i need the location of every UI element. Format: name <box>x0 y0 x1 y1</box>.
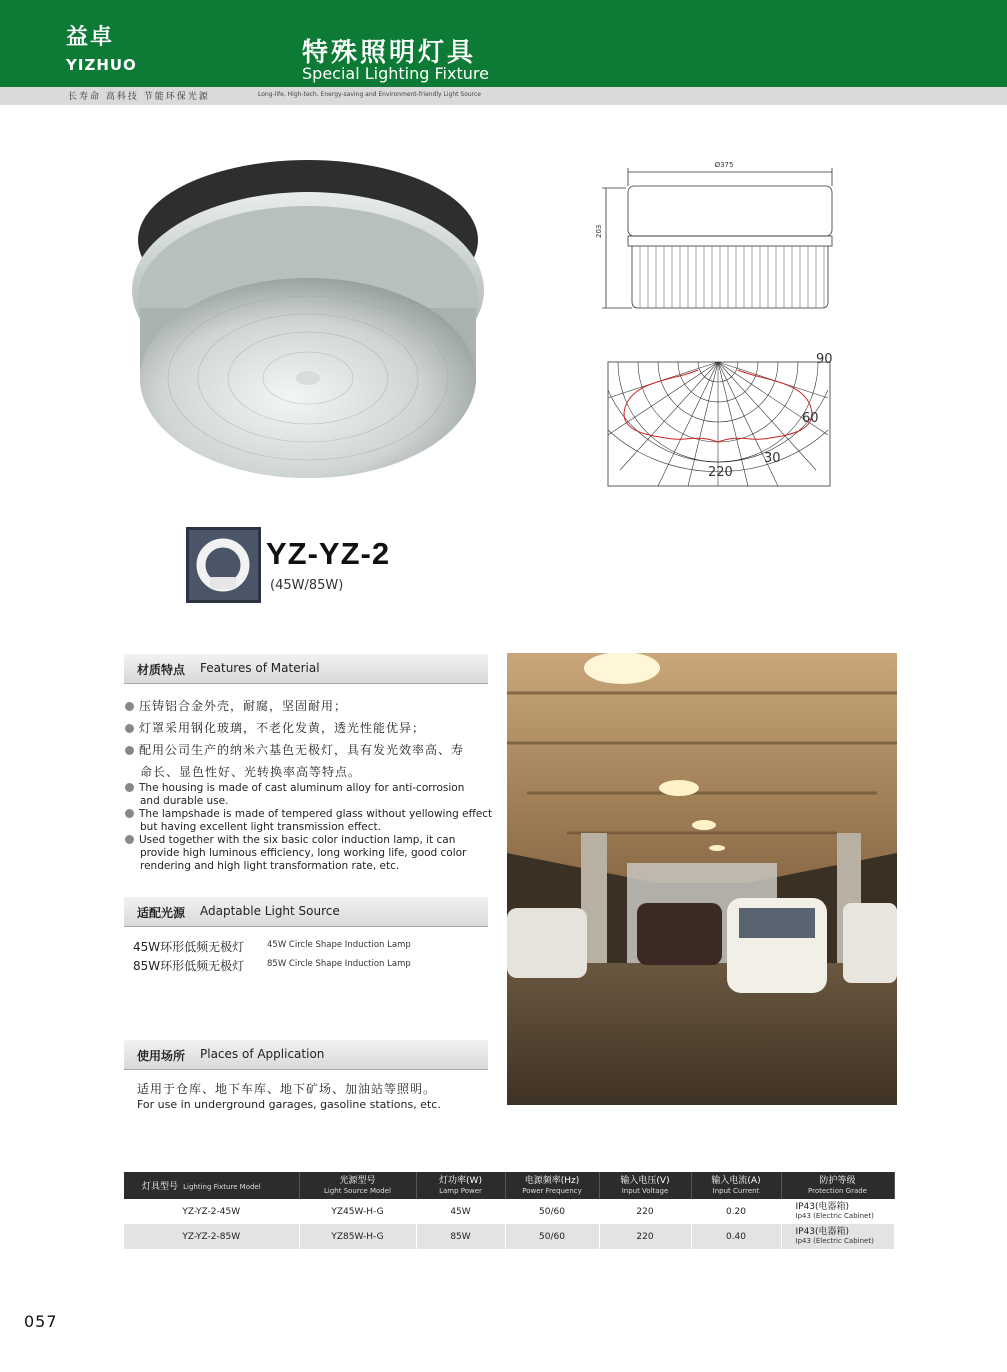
table-cell: YZ45W-H-G <box>299 1199 416 1224</box>
light-source-en: 45W Circle Shape Induction Lamp <box>267 940 411 950</box>
table-cell: 50/60 <box>505 1199 599 1224</box>
table-cell-protection: IP43(电器箱) Ip43 (Electric Cabinet) <box>781 1199 894 1224</box>
section-heading-source <box>124 897 488 927</box>
light-distribution-diagram <box>606 350 838 488</box>
section-heading-en: Adaptable Light Source <box>200 904 340 918</box>
polar-label-60: 60 <box>802 411 819 426</box>
table-header-row <box>124 1172 894 1199</box>
bullet-icon <box>125 783 134 792</box>
feature-item-en: The housing is made of cast aluminum alloy for anti-corrosion and durable use. <box>125 782 493 808</box>
table-header: 防护等级 Protection Grade <box>781 1172 894 1199</box>
table-cell: 0.40 <box>691 1224 781 1249</box>
table-header: 灯功率(W) Lamp Power <box>416 1172 505 1199</box>
page-title-cn: 特殊照明灯具 <box>302 38 477 68</box>
feature-item-en: Used together with the six basic color induction lamp, it can provide high luminous efficiency, long working life, good color rendering and high light transformation rate, etc. <box>125 834 493 873</box>
light-source-cn: 45W环形低频无极灯 <box>133 940 245 954</box>
section-heading-en: Places of Application <box>200 1047 325 1061</box>
places-text-en: For use in underground garages, gasoline stations, etc. <box>137 1098 441 1111</box>
table-header: 输入电压(V) Input Voltage <box>599 1172 691 1199</box>
bullet-icon <box>125 702 134 711</box>
table-cell: 220 <box>599 1224 691 1249</box>
section-heading-cn: 适配光源 <box>137 906 186 920</box>
table-header: 输入电流(A) Input Current <box>691 1172 781 1199</box>
table-header: 电源频率(Hz) Power Frequency <box>505 1172 599 1199</box>
feature-item-cn: 压铸铝合金外壳，耐腐，坚固耐用； <box>125 697 347 714</box>
diameter-label: Ø375 <box>714 161 734 169</box>
table-cell: 85W <box>416 1224 505 1249</box>
table-cell: YZ-YZ-2-45W <box>124 1199 299 1224</box>
table-cell: 50/60 <box>505 1224 599 1249</box>
section-heading-places <box>124 1040 488 1070</box>
table-row <box>124 1199 894 1224</box>
polar-label-30: 30 <box>764 451 781 466</box>
product-model: YZ-YZ-2 <box>266 536 391 571</box>
induction-lamp-thumbnail <box>186 527 261 603</box>
table-cell: 0.20 <box>691 1199 781 1224</box>
table-header: 光源型号 Light Source Model <box>299 1172 416 1199</box>
table-cell: 45W <box>416 1199 505 1224</box>
product-photo <box>132 158 484 483</box>
product-power: (45W/85W) <box>270 578 344 593</box>
polar-label-90: 90 <box>816 352 833 367</box>
table-row <box>124 1224 894 1249</box>
brand-logo-cn: 益卓 <box>66 25 115 50</box>
table-cell-protection: IP43(电器箱) Ip43 (Electric Cabinet) <box>781 1224 894 1249</box>
bullet-icon <box>125 835 134 844</box>
bullet-icon <box>125 809 134 818</box>
light-source-en: 85W Circle Shape Induction Lamp <box>267 959 411 969</box>
feature-item-cn: 配用公司生产的纳米六基色无极灯，具有发光效率高、寿 <box>125 741 464 758</box>
slogan-en: Long-life, High-tech, Energy-saving and Environment-friendly Light Source <box>258 91 481 98</box>
table-cell: 220 <box>599 1199 691 1224</box>
header-bar <box>0 0 1007 87</box>
table-cell: YZ85W-H-G <box>299 1224 416 1249</box>
spec-table <box>124 1172 895 1249</box>
light-source-cn: 85W环形低频无极灯 <box>133 959 245 973</box>
feature-item-cn: 灯罩采用钢化玻璃，不老化发黄，透光性能优异； <box>125 719 425 736</box>
page-number: 057 <box>24 1312 58 1331</box>
places-text-cn: 适用于仓库、地下车库、地下矿场、加油站等照明。 <box>137 1082 437 1096</box>
dimension-drawing <box>592 158 840 312</box>
section-heading-cn: 材质特点 <box>137 663 186 677</box>
section-heading-cn: 使用场所 <box>137 1049 186 1063</box>
height-label: 203 <box>595 224 603 238</box>
brand-logo-en: YIZHUO <box>66 56 137 74</box>
table-cell: YZ-YZ-2-85W <box>124 1224 299 1249</box>
polar-label-220: 220 <box>708 465 733 480</box>
slogan-cn: 长寿命 高科技 节能环保光源 <box>68 92 210 102</box>
bullet-icon <box>125 724 134 733</box>
section-heading-en: Features of Material <box>200 661 320 675</box>
garage-application-photo <box>507 653 897 1105</box>
table-header: 灯具型号 Lighting Fixture Model <box>124 1172 299 1199</box>
feature-item-cn-continued: 命长、显色性好、光转换率高等特点。 <box>140 765 362 779</box>
bullet-icon <box>125 746 134 755</box>
page-title-en: Special Lighting Fixture <box>302 64 489 83</box>
section-heading-features <box>124 654 488 684</box>
feature-item-en: The lampshade is made of tempered glass without yellowing effect but having excellent light transmission effect. <box>125 808 493 834</box>
ribbed-shade-lines <box>640 246 824 308</box>
